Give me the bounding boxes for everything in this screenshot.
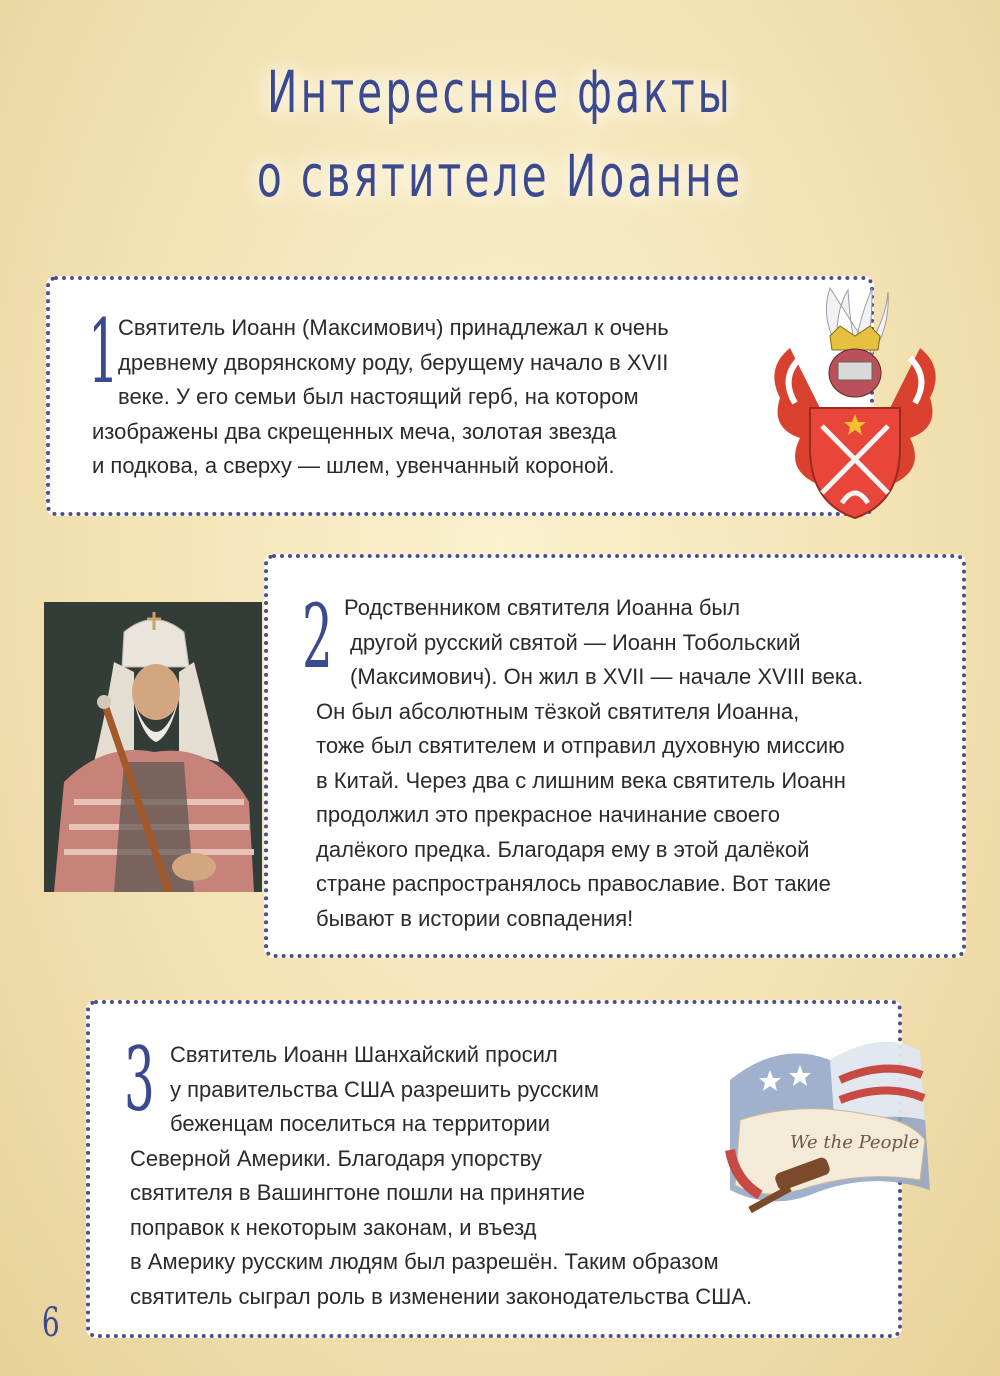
coat-of-arms-illustration	[760, 278, 950, 528]
fact-text-3	[130, 1038, 752, 1314]
fact-line: древнему дворянскому роду, берущему начало в XVII	[118, 349, 669, 375]
us-flag-gavel-illustration	[690, 1020, 940, 1220]
fact-line: Северной Америки. Благодаря упорству	[130, 1145, 542, 1171]
title-line-2: о святителе Иоанне	[256, 142, 744, 210]
fact-line: далёкого предка. Благодаря ему в этой далёкой	[316, 836, 810, 862]
fact-number-3: 3	[124, 1028, 155, 1131]
fact-line: Родственником святителя Иоанна был	[344, 595, 741, 620]
fact-line: Святитель Иоанн (Максимович) принадлежал к очень	[118, 315, 669, 340]
fact-text-1	[92, 311, 669, 484]
fact-line: беженцам поселиться на территории	[170, 1111, 551, 1136]
fact-line: изображены два скрещенных меча, золотая звезда	[92, 418, 617, 444]
fact-line: другой русский святой — Иоанн Тобольский	[350, 629, 801, 655]
fact-line: тоже был святителем и отправил духовную миссию	[316, 733, 845, 758]
fact-number-1: 1	[88, 300, 119, 403]
fact-line: бывают в истории совпадения!	[316, 905, 634, 931]
fact-line: в Америку русским людям был разрешён. Таким образом	[130, 1249, 719, 1274]
title-line-1: Интересные факты	[267, 58, 733, 126]
fact-line: (Максимович). Он жил в XVII — начале XVIII века.	[350, 664, 864, 689]
fact-line: стране распространялось православие. Вот такие	[316, 871, 831, 896]
fact-line: веке. У его семьи был настоящий герб, на котором	[118, 384, 639, 409]
document-script-text: We the People	[790, 1132, 920, 1153]
fact-line: Святитель Иоанн Шанхайский просил	[170, 1042, 558, 1067]
saint-portrait-illustration	[44, 602, 262, 892]
fact-text-2	[316, 591, 863, 936]
fact-line: и подкова, а сверху — шлем, увенчанный короной.	[92, 453, 615, 478]
fact-line: поправок к некоторым законам, и въезд	[130, 1214, 537, 1240]
page-number: 6	[41, 1300, 60, 1346]
fact-line: святителя в Вашингтоне пошли на принятие	[130, 1180, 585, 1205]
fact-number-2: 2	[302, 585, 333, 688]
fact-line: Он был абсолютным тёзкой святителя Иоанна,	[316, 698, 800, 724]
fact-line: у правительства США разрешить русским	[170, 1076, 599, 1102]
page-title	[110, 50, 890, 218]
fact-line: святитель сыграл роль в изменении законодательства США.	[130, 1283, 753, 1309]
fact-line: продолжил это прекрасное начинание своего	[316, 802, 780, 827]
fact-line: в Китай. Через два с лишним века святитель Иоанн	[316, 767, 846, 793]
